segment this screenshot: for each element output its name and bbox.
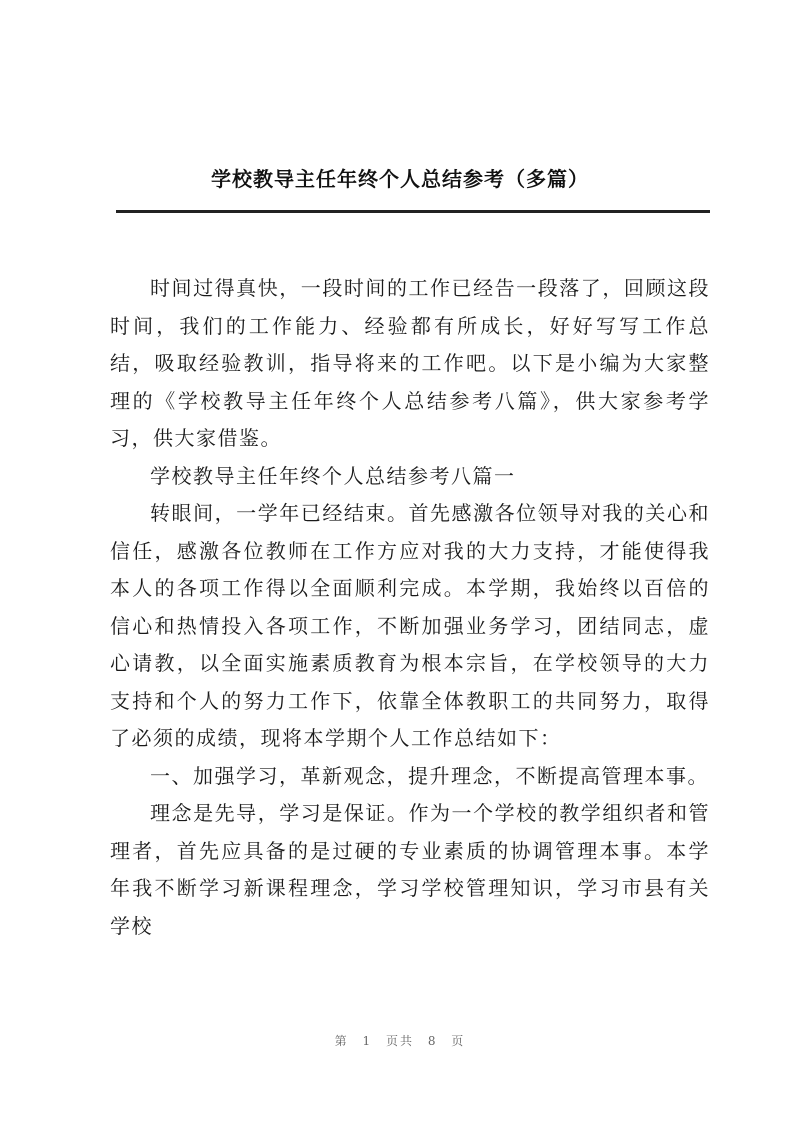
footer-total-pages: 8 — [427, 1034, 438, 1048]
body-paragraph: 理念是先导，学习是保证。作为一个学校的教学组织者和管理者，首先应具备的是过硬的专业素质的协调管理本事。本学年我不断学习新课程理念，学习学校管理知识，学习市县有关学校 — [110, 801, 710, 938]
section-heading: 学校教导主任年终个人总结参考八篇一 — [150, 463, 516, 488]
body-paragraph: 转眼间，一学年已经结束。首先感激各位领导对我的关心和信任，感激各位教师在工作方应对我的大力支持，才能使得我本人的各项工作得以全面顺利完成。本学期，我始终以百倍的信心和热情投入各项工作，不断加强业务学习，团结同志，虚心请教，以全面实施素质教育为根本宗旨，在学校领导的大力支持和个人的努力工作下，依靠全体教职工的共同努力，取得了必须的成绩，现将本学期个人工作总结如下： — [110, 501, 710, 750]
footer-middle: 页共 — [385, 1034, 414, 1048]
footer-page-number: 1 — [362, 1034, 373, 1048]
page-footer — [0, 1032, 800, 1049]
intro-paragraph: 时间过得真快，一段时间的工作已经告一段落了，回顾这段时间，我们的工作能力、经验都有所成长，好好写写工作总结，吸取经验教训，指导将来的工作吧。以下是小编为大家整理的《学校教导主任年终个人总结参考八篇》，供大家参考学习，供大家借鉴。 — [110, 276, 710, 450]
title-divider — [116, 210, 710, 213]
subsection-heading: 一、加强学习，革新观念，提升理念，不断提高管理本事。 — [150, 763, 709, 788]
footer-suffix: 页 — [451, 1034, 466, 1048]
footer-prefix: 第 — [334, 1034, 349, 1048]
document-title: 学校教导主任年终个人总结参考（多篇） — [211, 167, 589, 191]
document-body — [110, 270, 710, 945]
